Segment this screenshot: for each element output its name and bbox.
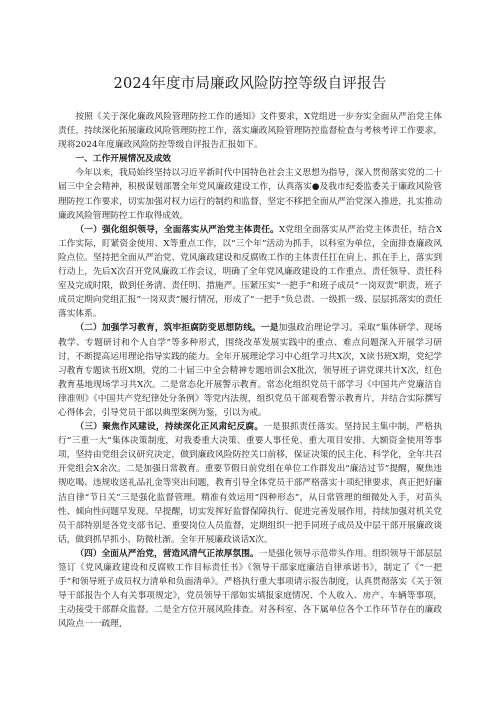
subsection-1-text: X党组全面落实从严治党主体责任，结合X工作实际，盯紧资金使用、X等重点工作，以“三个年”活动为抓手，以科室为单位，全面排查廉政风险点位。坚持把全面从严治党、党风廉政建设和反腐败工作的主体责任扛在肩上、抓在手上，落实到行动上，先后X次召开党风廉政工作会议，明确了全年党风廉政建设的工作重点、责任领导、责任科室及完成时限，做到任务清、责任明、措施严。压紧压实“一把手”和班子成员“一岗双责”职责，班子成员定期向党组汇报“一岗双责”履行情况，形成了“一把手”负总责、一级抓一级、层层抓落实的责任落实体系。 bbox=[58, 224, 442, 320]
subsection-2-text: 加强政治理论学习。采取“集体研学、现场教学、专题研讨和个人自学”等多种形式，围绕改革发展实践中的重点、难点问题深入开展学习研讨，不断提高运用理论指导实践的能力。全年开展理论学习中心组学习共X次，X读书班X期，党纪学习教育专题读书班X期，党的二十届三中全会精神专题培训会X批次，领导班子讲党课共计X次，红色教育基地现场学习共X次。二是常态化开展警示教育。常态化组织党员干部学习《中国共产党廉洁自律准则》《中国共产党纪律处分条例》等党内法规，组织党员干部观看警示教育片，并结合实际撰写心得体会，引导党员干部以典型案例为鉴，引以为戒。 bbox=[58, 323, 442, 418]
document-title: 2024年度市局廉政风险防控等级自评报告 bbox=[113, 76, 387, 92]
subsection-4-paragraph bbox=[58, 547, 442, 632]
subsection-3-paragraph bbox=[58, 420, 442, 547]
intro-paragraph: 按照《关于深化廉政风险管理防控工作的通知》文件要求，X党组进一步夯实全面从严治党主体责任，持续深化拓展廉政风险管理防控工作，落实廉政风险管理防控监督检查与考核考评工作要求，现将2024年度廉政风险防控等级自评报告汇报如下。 bbox=[58, 112, 442, 151]
document-body bbox=[58, 110, 442, 631]
subsection-1-paragraph bbox=[58, 223, 442, 322]
subsection-4-text: 一是强化领导示范带头作用。组织领导干部层层签订《党风廉政建设和反腐败工作目标责任书》《领导干部家庭廉洁自律承诺书》，制定了《“一把手”和领导班子成员权力清单和负面清单》。严格执行重大事项请示报告制度，认真贯彻落实《关于领导干部报告个人有关事项规定》，党员领导干部如实填报家庭情况、个人收入、房产、车辆等事项，主动接受干部群众监督。二是全方位开展风险排查。对各科室、各下属单位各个工作环节存在的廉政风险点一一疏理， bbox=[58, 548, 443, 630]
subsection-1-heading: （一）强化组织领导，全面落实从严治党主体责任。 bbox=[75, 224, 279, 235]
subsection-3-text: 一是狠抓责任落实。坚持民主集中制，严格执行“三重一大”集体决策制度，对我委重大决策、重要人事任免、重大项目安排、大额资金使用等事项，坚持由党组会议研究决定，做到廉政风险防控关口前移，保证决策的民主化、科学化，全年共召开党组会X余次。二是加强日常教育。重要节假日前党组在单位工作群发出“廉洁过节”提醒，聚焦违规吃喝、违规收送礼品礼金等突出问题，教育引导全体党员干部严格落实十项纪律要求，真正把好廉洁自律“节日关”三是强化监督管理。精准有效运用“四种形态”，从日常管理的细微处入手，对苗头性、倾向性问题早发现、早提醒，切实发挥好监督保障执行、促进完善发展作用，持续加强对机关党员干部特别是各党支部书记、重要岗位人员监督，定期组织一把手同班子成员及中层干部开展廉政谈话，做到抓早抓小、防微杜渐。全年开展廉政谈话X次。 bbox=[58, 422, 443, 545]
subsection-2-lead: 一是 bbox=[260, 323, 279, 334]
subsection-4-heading: （四）全面从严治党，营造风清气正浓厚氛围。 bbox=[75, 548, 259, 559]
section-1-heading: 一、工作开展情况及成效 bbox=[75, 154, 171, 165]
subsection-3-heading: （三）聚焦作风建设，持续深化正风肃纪反腐。 bbox=[75, 422, 264, 433]
section-1-paragraph: 今年以来，我局始终坚持以习近平新时代中国特色社会主义思想为指导，深入贯彻落实党的二十届三中全会精神，积极谋划部署全年党风廉政建设工作，认真落实●及我市纪委监委关于廉政风险管理防控工作要求，切实加强对权力运行的制约和监督，坚定不移把全面从严治党深入推进，扎实推动廉政风险管理防控工作取得成效。 bbox=[58, 168, 442, 221]
subsection-2-paragraph bbox=[58, 321, 442, 420]
subsection-2-heading: （二）加强学习教育，筑牢拒腐防变思想防线。 bbox=[75, 323, 261, 334]
